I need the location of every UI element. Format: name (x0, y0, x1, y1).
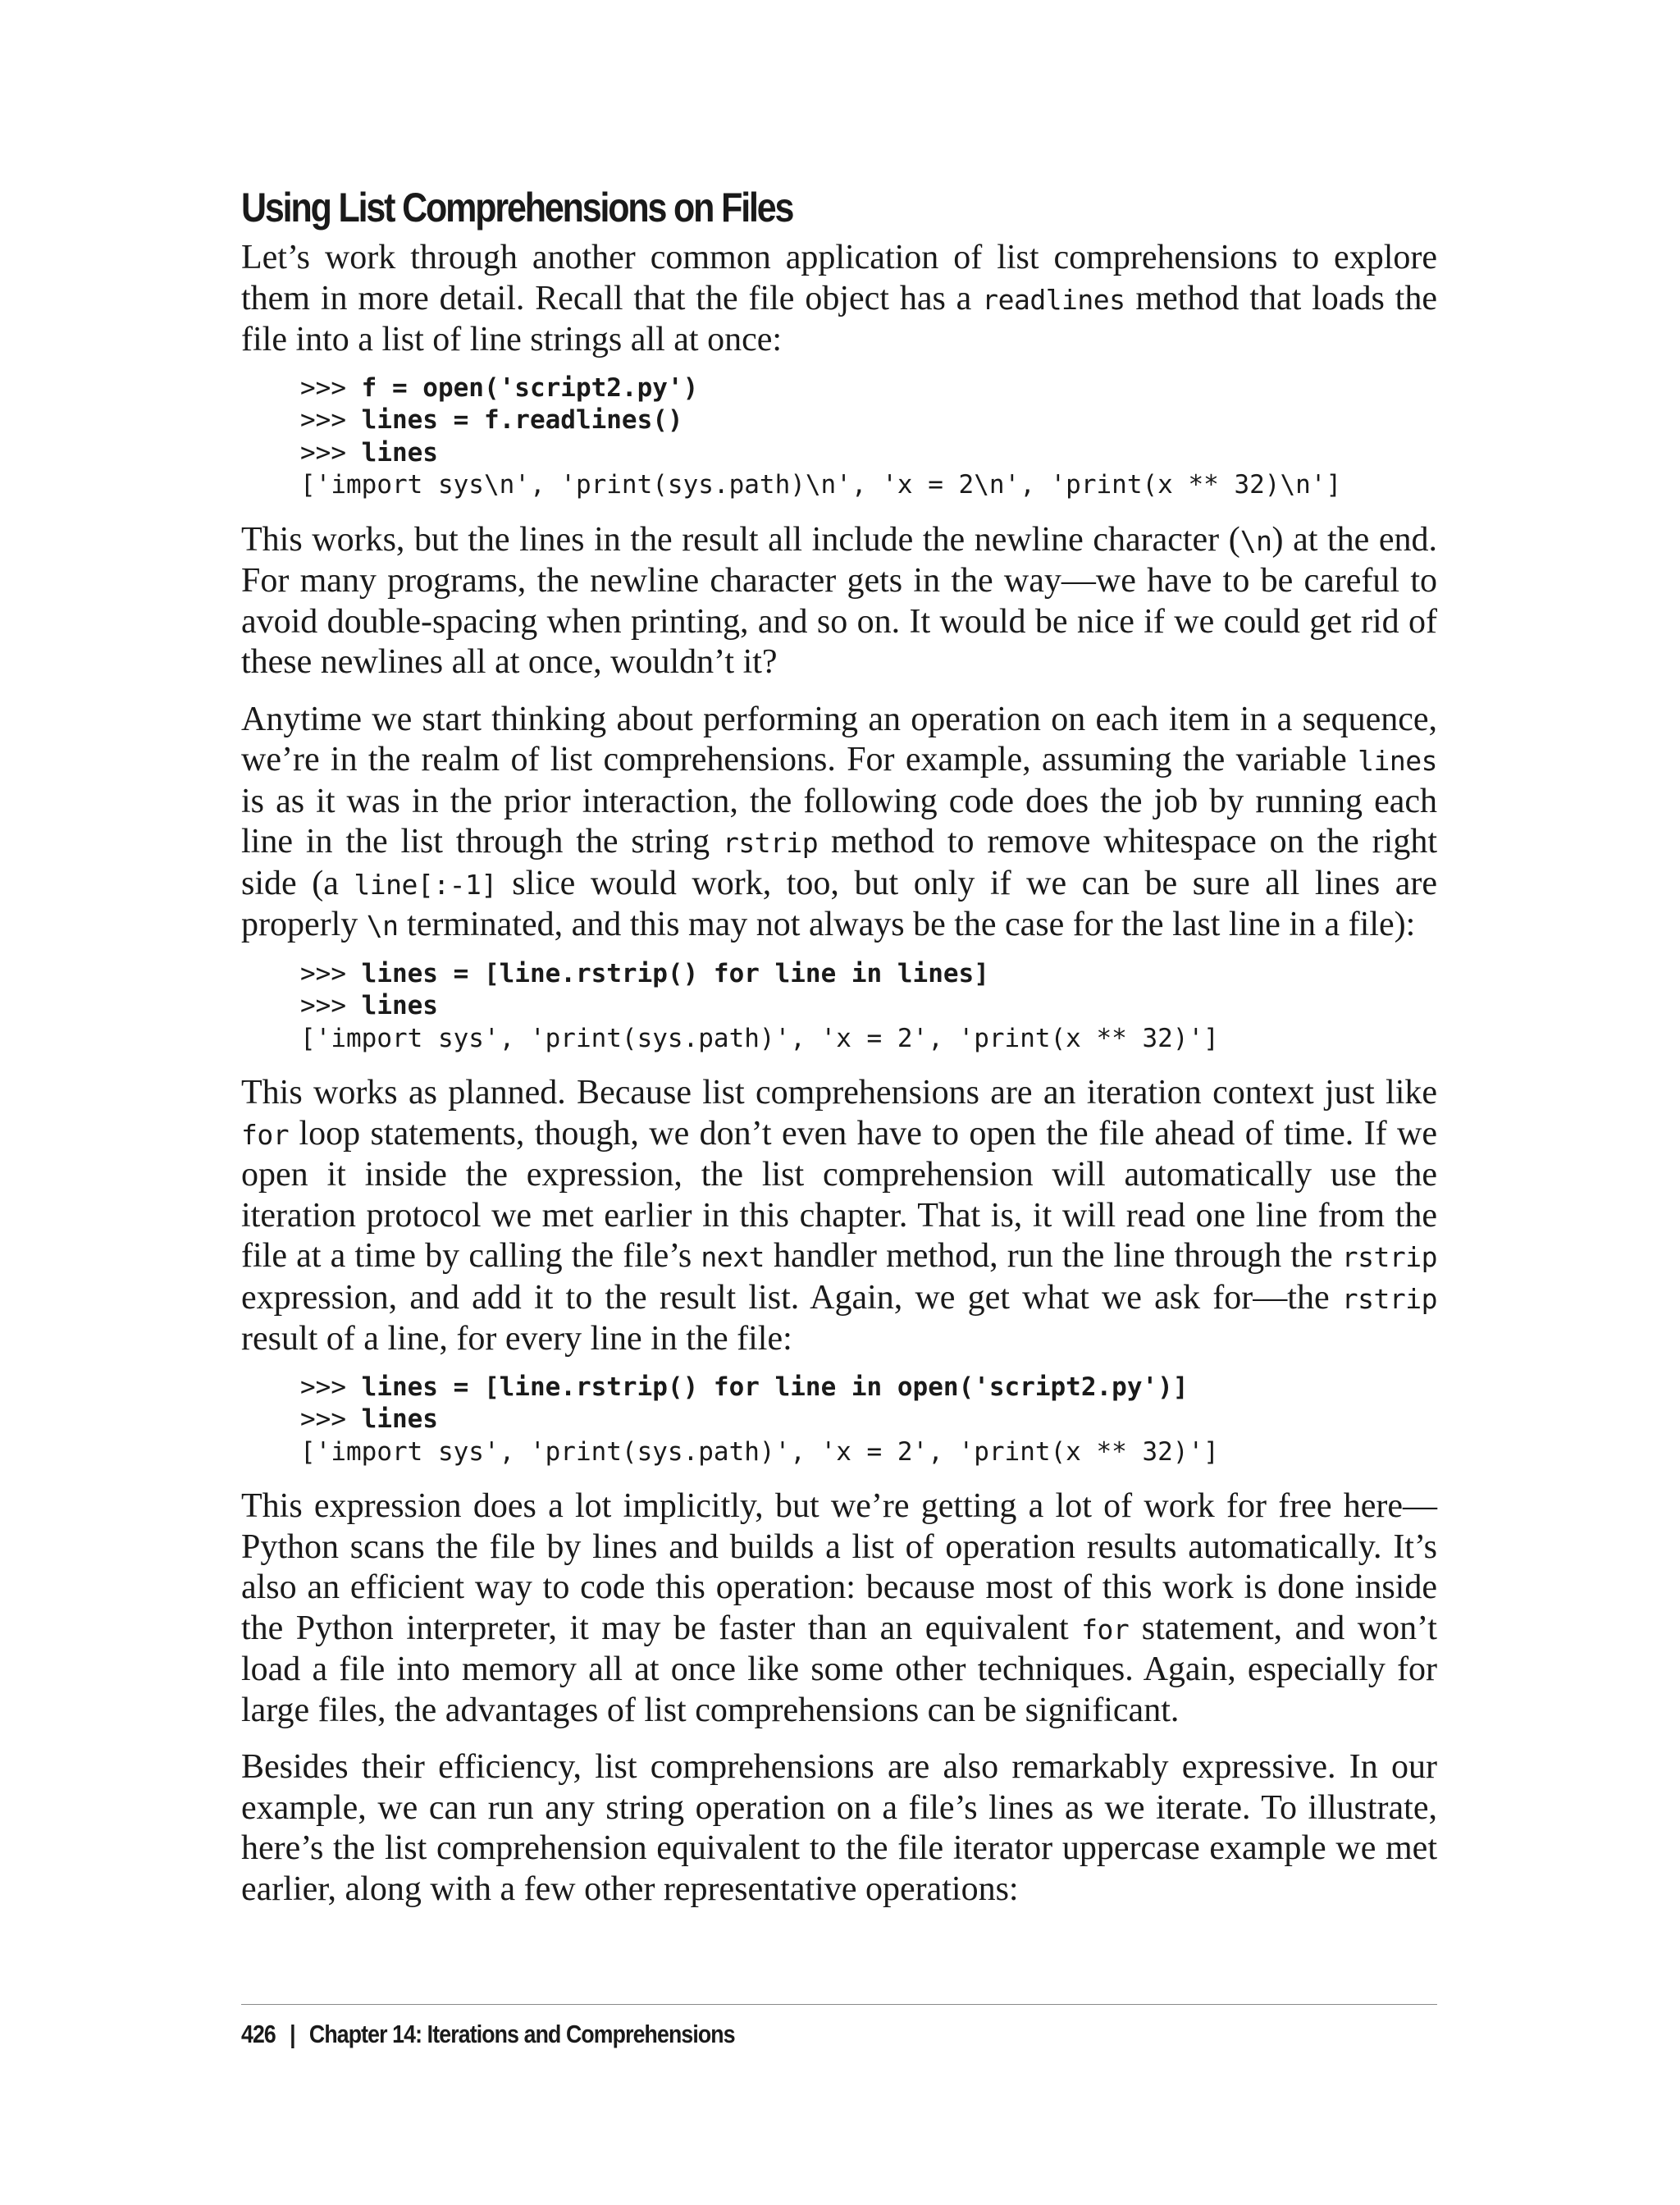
code-input: lines = [line.rstrip() for line in lines] (361, 958, 989, 988)
code-line (300, 991, 438, 1020)
repl-prompt: >>> (300, 991, 362, 1020)
paragraph-2: This works, but the lines in the result all include the newline character (\n) at the end. For many programs, the newline character gets in the way—we have to be careful to avoid double-spacing when printing, and so on. It would be nice if we could get rid of these newlines all at once, wouldn’t it? (241, 520, 1438, 681)
code-input: lines = f.readlines() (361, 405, 683, 435)
inline-code: for (241, 1118, 290, 1151)
code-line (300, 1372, 1189, 1402)
repl-prompt: >>> (300, 1372, 362, 1402)
repl-prompt: >>> (300, 372, 362, 403)
page-content (241, 180, 1437, 1926)
section-heading: Using List Comprehensions on Files (241, 185, 793, 231)
inline-code: next (701, 1241, 765, 1273)
code-example-1 (300, 372, 1437, 502)
code-input: f = open('script2.py') (361, 372, 699, 403)
paragraph-3: Anytime we start thinking about performing an operation on each item in a sequence, we’re in the realm of list comprehensions. For example, assuming the variable lines is as it was in the prior interaction, the following code does the job by running each line in the list through the string rstrip method to remove whitespace on the right side (a line[:-1] slice would work, too, but only if we can be sure all lines are properly \n terminated, and this may not always be the case for the last line in a file): (241, 700, 1437, 943)
code-line (300, 438, 438, 468)
code-line (300, 1437, 1219, 1467)
code-example-3 (300, 1372, 1437, 1469)
code-line (300, 373, 698, 403)
code-output: ['import sys\n', 'print(sys.path)\n', 'x = 2\n', 'print(x ** 32)\n'] (300, 470, 1342, 500)
inline-code: line[:-1] (354, 868, 497, 901)
inline-code: rstrip (1341, 1282, 1437, 1315)
code-line (300, 1024, 1219, 1053)
inline-code: for (1081, 1613, 1130, 1646)
repl-prompt: >>> (300, 405, 362, 435)
inline-code: rstrip (722, 827, 819, 859)
code-line (300, 1404, 438, 1434)
code-output: ['import sys', 'print(sys.path)', 'x = 2', 'print(x ** 32)'] (300, 1023, 1219, 1053)
inline-code: \n (366, 910, 399, 942)
code-line (300, 470, 1341, 500)
inline-code: rstrip (1341, 1241, 1437, 1273)
paragraph-6: Besides their efficiency, list comprehensions are also remarkably expressive. In our example, we can run any string operation on a file’s lines as we iterate. To illustrate, here’s the list comprehension equivalent to the file iterator uppercase example we met earlier, along with a few other representative operations: (241, 1748, 1437, 1908)
code-input: lines = [line.rstrip() for line in open('script2.py')] (361, 1372, 1189, 1402)
inline-code: lines (1358, 745, 1437, 777)
code-input: lines (361, 991, 438, 1020)
paragraph-1: Let’s work through another common application of list comprehensions to explore them in more detail. Recall that the file object has a readlines method that loads the file into a list of line strings all at once: (241, 239, 1437, 358)
body-text (241, 238, 1437, 1910)
chapter-title: Chapter 14: Iterations and Comprehensions (308, 2020, 735, 2048)
code-input: lines (361, 1404, 438, 1434)
repl-prompt: >>> (300, 437, 362, 468)
repl-prompt: >>> (300, 1404, 362, 1434)
inline-code: \n (1239, 524, 1272, 557)
repl-prompt: >>> (300, 958, 362, 988)
code-example-2 (300, 958, 1437, 1056)
page-footer (241, 2016, 735, 2052)
inline-code: readlines (982, 283, 1125, 316)
code-line (300, 405, 683, 435)
paragraph-4: This works as planned. Because list comprehensions are an iteration context just like for loop statements, though, we don’t even have to open the file ahead of time. If we open it inside the expression, the list comprehension will automatically use the iteration protocol we met earlier in this chapter. That is, it will read one line from the file at a time by calling the file’s next handler method, run the line through the rstrip expression, and add it to the result list. Again, we get what we ask for—the rstrip result of a line, for every line in the file: (241, 1074, 1437, 1358)
footer-separator: | (290, 2020, 295, 2048)
code-line (300, 959, 989, 988)
footer-rule (241, 2004, 1437, 2005)
paragraph-5: This expression does a lot implicitly, but we’re getting a lot of work for free here—Python scans the file by lines and builds a list of operation results automatically. It’s also an efficient way to code this operation: because most of this work is done inside the Python interpreter, it may be faster than an equivalent for statement, and won’t load a file into memory all at once like some other techniques. Again, especially for large files, the advantages of list comprehensions can be significant. (241, 1487, 1437, 1729)
code-output: ['import sys', 'print(sys.path)', 'x = 2', 'print(x ** 32)'] (300, 1436, 1219, 1467)
page-number: 426 (241, 2020, 276, 2048)
code-input: lines (361, 437, 438, 468)
